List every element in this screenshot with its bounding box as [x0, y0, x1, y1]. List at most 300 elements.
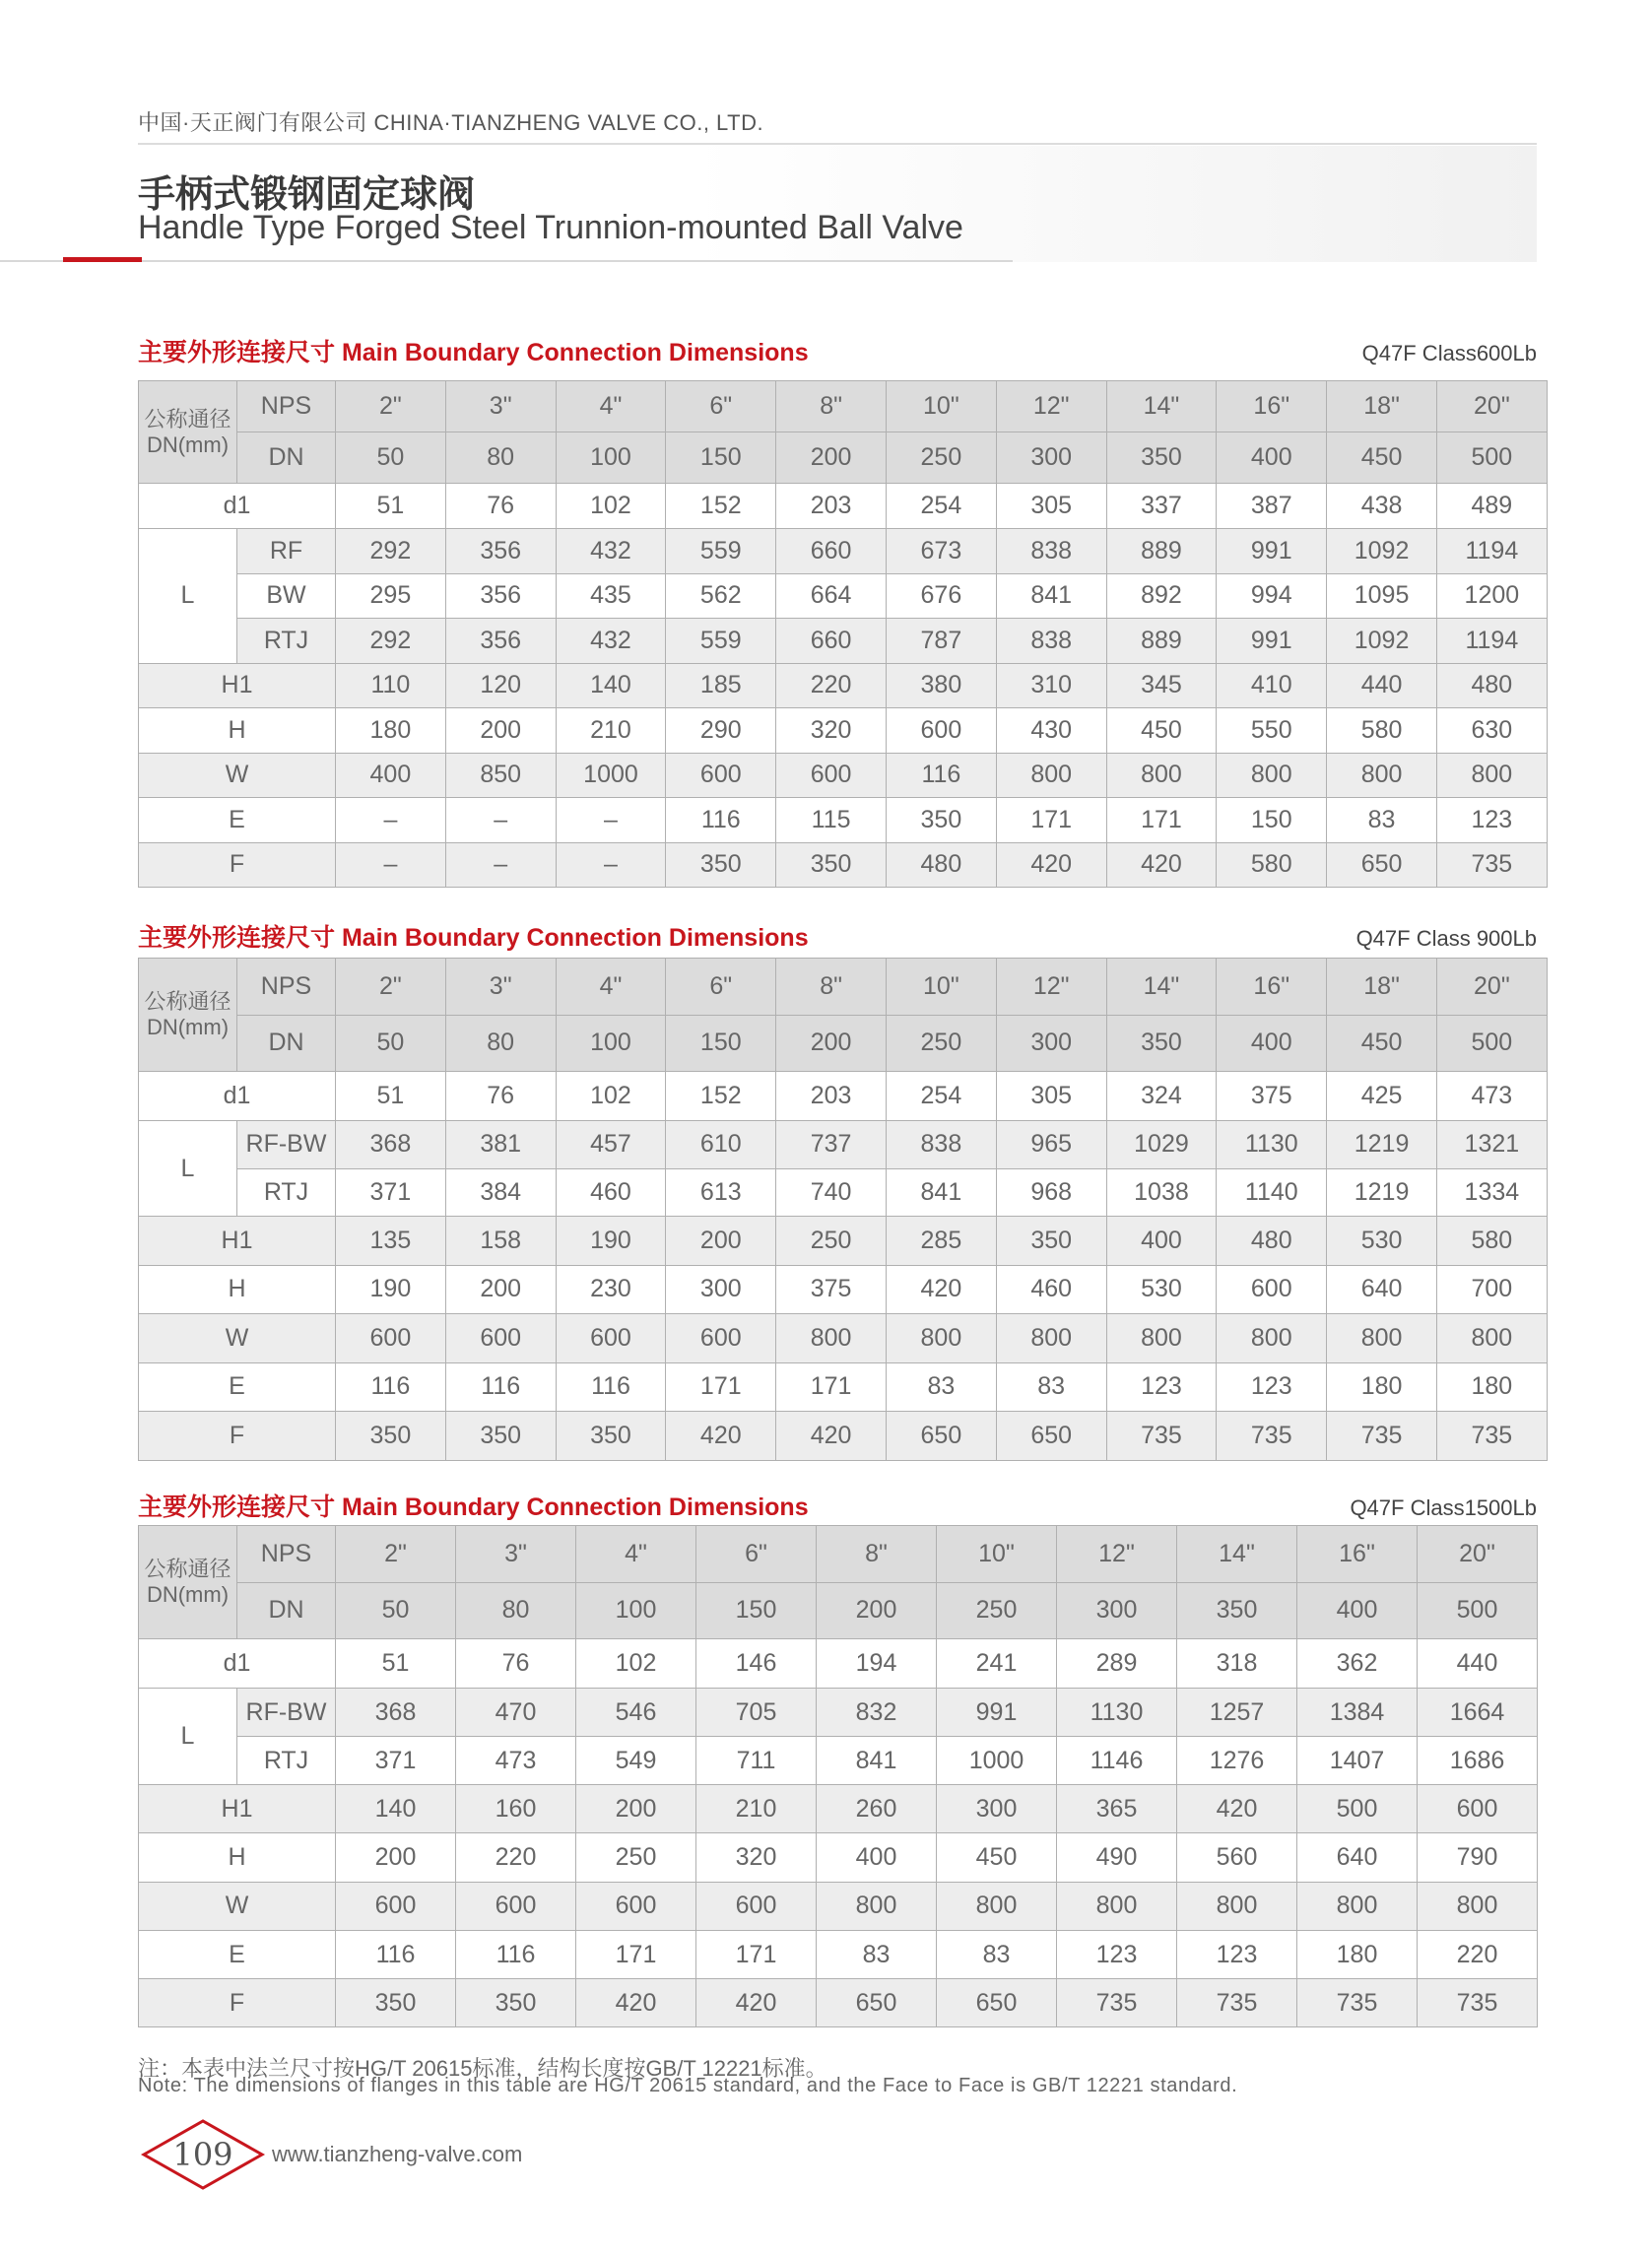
table-cell: 440 [1418, 1639, 1538, 1689]
table-cell: 12" [1057, 1526, 1177, 1583]
table-cell: 350 [666, 842, 776, 888]
table-cell: 320 [696, 1833, 817, 1882]
table-row [139, 529, 1548, 574]
dimensions-table [138, 1525, 1538, 2027]
table-cell: 300 [996, 432, 1106, 484]
table-cell: 1334 [1436, 1168, 1547, 1217]
table-cell: 80 [445, 432, 556, 484]
table-cell: 158 [445, 1217, 556, 1266]
table-cell: 1038 [1106, 1168, 1217, 1217]
table-cell: 250 [776, 1217, 887, 1266]
table-cell: 350 [776, 842, 887, 888]
table-cell: 650 [817, 1979, 937, 2027]
table-cell: 660 [776, 619, 887, 664]
table-row [139, 381, 1548, 432]
table-cell: 150 [1217, 798, 1327, 843]
table-cell: 305 [996, 1072, 1106, 1121]
table-cell: 3" [445, 381, 556, 432]
table-cell: 1194 [1436, 619, 1547, 664]
table-cell: 500 [1418, 1582, 1538, 1639]
table-cell: 310 [996, 663, 1106, 708]
table-cell: 51 [336, 1072, 446, 1121]
table-cell: 889 [1106, 619, 1217, 664]
table-cell: 200 [817, 1582, 937, 1639]
table-cell: 116 [456, 1930, 576, 1978]
row-label: H [139, 708, 336, 754]
table-cell: 800 [886, 1314, 996, 1363]
table-cell: 83 [817, 1930, 937, 1978]
table-cell: 381 [445, 1121, 556, 1169]
table-cell: 152 [666, 484, 776, 529]
table-cell: 116 [886, 753, 996, 798]
table-cell: 1321 [1436, 1121, 1547, 1169]
section-title: 主要外形连接尺寸 Main Boundary Connection Dimensions [138, 339, 809, 366]
table-cell: 1219 [1327, 1168, 1437, 1217]
table-cell: 171 [1106, 798, 1217, 843]
row-label: d1 [139, 1072, 336, 1121]
table-cell: 10" [886, 959, 996, 1016]
table-row [139, 708, 1548, 754]
table-cell: 292 [336, 619, 446, 664]
table-cell: 1146 [1057, 1737, 1177, 1785]
table-cell: 200 [776, 432, 887, 484]
table-cell: 300 [1057, 1582, 1177, 1639]
table-cell: – [556, 798, 666, 843]
table-cell: 650 [996, 1412, 1106, 1461]
table-cell: 600 [1418, 1785, 1538, 1833]
table-cell: 6" [696, 1526, 817, 1583]
table-cell: 200 [776, 1015, 887, 1072]
table-cell: 365 [1057, 1785, 1177, 1833]
table-row [139, 798, 1548, 843]
table-cell: 50 [336, 1582, 456, 1639]
table-cell: – [445, 842, 556, 888]
table-cell: 700 [1436, 1265, 1547, 1314]
table-cell: 480 [1217, 1217, 1327, 1266]
table-cell: 180 [1297, 1930, 1418, 1978]
table-cell: 318 [1177, 1639, 1297, 1689]
table-row [139, 484, 1548, 529]
table-row [139, 1265, 1548, 1314]
table-cell: 200 [445, 708, 556, 754]
table-cell: 102 [556, 484, 666, 529]
table-cell: 549 [576, 1737, 696, 1785]
table-cell: 460 [996, 1265, 1106, 1314]
table-cell: 200 [336, 1833, 456, 1882]
table-cell: 320 [776, 708, 887, 754]
row-label: L [139, 1689, 237, 1785]
row-label: W [139, 1882, 336, 1930]
table-cell: 560 [1177, 1833, 1297, 1882]
table-cell: 650 [886, 1412, 996, 1461]
row-label: DN [237, 1015, 336, 1072]
table-cell: 613 [666, 1168, 776, 1217]
table-cell: 116 [556, 1362, 666, 1412]
table-cell: 650 [937, 1979, 1057, 2027]
table-cell: 100 [556, 432, 666, 484]
red-accent-bar [63, 257, 142, 262]
table-cell: 450 [1327, 432, 1437, 484]
row-label: DN [237, 1582, 336, 1639]
table-cell: 1407 [1297, 1737, 1418, 1785]
table-cell: 1257 [1177, 1689, 1297, 1737]
table-cell: 735 [1057, 1979, 1177, 2027]
table-cell: 180 [1327, 1362, 1437, 1412]
table-cell: 350 [1106, 432, 1217, 484]
row-label: L [139, 529, 237, 664]
table-cell: 968 [996, 1168, 1106, 1217]
table-cell: 51 [336, 484, 446, 529]
table-row [139, 1362, 1548, 1412]
table-cell: 190 [336, 1265, 446, 1314]
row-label: NPS [237, 959, 336, 1016]
table-cell: – [556, 842, 666, 888]
table-cell: 735 [1177, 1979, 1297, 2027]
table-cell: 546 [576, 1689, 696, 1737]
table-cell: 500 [1297, 1785, 1418, 1833]
table-cell: 994 [1217, 573, 1327, 619]
table-cell: 838 [996, 619, 1106, 664]
table-cell: 735 [1106, 1412, 1217, 1461]
table-cell: 800 [1327, 1314, 1437, 1363]
table-cell: 80 [445, 1015, 556, 1072]
company-name: 中国·天正阀门有限公司 CHINA·TIANZHENG VALVE CO., LTD. [138, 110, 764, 135]
table-cell: 76 [445, 1072, 556, 1121]
table-cell: 420 [1106, 842, 1217, 888]
table-row [139, 842, 1548, 888]
table-cell: 420 [666, 1412, 776, 1461]
table-cell: 210 [696, 1785, 817, 1833]
table-row [139, 1217, 1548, 1266]
table-cell: 6" [666, 959, 776, 1016]
row-sublabel: RF-BW [237, 1689, 336, 1737]
row-label: E [139, 1930, 336, 1978]
table-row [139, 1015, 1548, 1072]
table-cell: 673 [886, 529, 996, 574]
table-cell: 14" [1106, 381, 1217, 432]
table-cell: 735 [1327, 1412, 1437, 1461]
table-cell: 2" [336, 381, 446, 432]
table-cell: 83 [1327, 798, 1437, 843]
table-cell: 800 [1057, 1882, 1177, 1930]
table-cell: 735 [1297, 1979, 1418, 2027]
table-cell: 14" [1177, 1526, 1297, 1583]
page-title-cn: 手柄式锻钢固定球阀 [138, 172, 476, 216]
table-cell: 1095 [1327, 573, 1437, 619]
table-row [139, 1737, 1538, 1785]
table-cell: 790 [1418, 1833, 1538, 1882]
model-class-label: Q47F Class 900Lb [1355, 926, 1537, 951]
table-cell: 991 [1217, 529, 1327, 574]
table-cell: – [336, 842, 446, 888]
table-cell: 400 [1106, 1217, 1217, 1266]
table-cell: 350 [336, 1979, 456, 2027]
table-cell: 160 [456, 1785, 576, 1833]
table-cell: 18" [1327, 959, 1437, 1016]
table-cell: 800 [996, 753, 1106, 798]
table-cell: 600 [666, 1314, 776, 1363]
table-cell: 150 [666, 432, 776, 484]
table-cell: 457 [556, 1121, 666, 1169]
table-cell: 562 [666, 573, 776, 619]
row-label: H [139, 1265, 336, 1314]
row-sublabel: RTJ [237, 1737, 336, 1785]
table-cell: 432 [556, 529, 666, 574]
row-sublabel: RTJ [237, 619, 336, 664]
table-cell: 630 [1436, 708, 1547, 754]
table-row [139, 959, 1548, 1016]
table-cell: 3" [445, 959, 556, 1016]
table-row [139, 1833, 1538, 1882]
row-label: H1 [139, 1217, 336, 1266]
table-cell: 14" [1106, 959, 1217, 1016]
table-cell: 410 [1217, 663, 1327, 708]
table-cell: 241 [937, 1639, 1057, 1689]
table-cell: 1200 [1436, 573, 1547, 619]
table-cell: 16" [1297, 1526, 1418, 1583]
table-cell: 676 [886, 573, 996, 619]
table-cell: 735 [1418, 1979, 1538, 2027]
table-cell: 450 [937, 1833, 1057, 1882]
table-cell: 250 [576, 1833, 696, 1882]
table-cell: 432 [556, 619, 666, 664]
table-cell: 787 [886, 619, 996, 664]
table-cell: 380 [886, 663, 996, 708]
table-cell: 102 [556, 1072, 666, 1121]
row-label: d1 [139, 484, 336, 529]
table-cell: 489 [1436, 484, 1547, 529]
table-cell: 800 [817, 1882, 937, 1930]
table-cell: 473 [456, 1737, 576, 1785]
table-cell: 300 [996, 1015, 1106, 1072]
table-cell: 559 [666, 619, 776, 664]
website-link[interactable]: www.tianzheng-valve.com [272, 2142, 523, 2166]
table-cell: 600 [456, 1882, 576, 1930]
table-cell: 18" [1327, 381, 1437, 432]
table-cell: 116 [666, 798, 776, 843]
table-row [139, 1314, 1548, 1363]
table-cell: 420 [576, 1979, 696, 2027]
table-cell: 1194 [1436, 529, 1547, 574]
table-cell: 12" [996, 381, 1106, 432]
table-cell: 705 [696, 1689, 817, 1737]
table-cell: 711 [696, 1737, 817, 1785]
table-cell: 1664 [1418, 1689, 1538, 1737]
table-cell: 1000 [556, 753, 666, 798]
table-cell: 250 [886, 1015, 996, 1072]
table-cell: 260 [817, 1785, 937, 1833]
table-cell: 180 [1436, 1362, 1547, 1412]
table-cell: – [445, 798, 556, 843]
row-label: H1 [139, 1785, 336, 1833]
table-cell: 800 [1177, 1882, 1297, 1930]
table-cell: 200 [666, 1217, 776, 1266]
table-cell: 1219 [1327, 1121, 1437, 1169]
table-cell: 4" [556, 959, 666, 1016]
table-cell: 420 [996, 842, 1106, 888]
table-cell: 16" [1217, 959, 1327, 1016]
table-cell: 889 [1106, 529, 1217, 574]
table-cell: 438 [1327, 484, 1437, 529]
table-cell: 83 [886, 1362, 996, 1412]
table-cell: 20" [1418, 1526, 1538, 1583]
row-label: W [139, 753, 336, 798]
table-cell: 171 [666, 1362, 776, 1412]
table-row [139, 1639, 1538, 1689]
table-row [139, 753, 1548, 798]
table-cell: 384 [445, 1168, 556, 1217]
table-cell: 76 [456, 1639, 576, 1689]
table-cell: 400 [1217, 432, 1327, 484]
row-label: NPS [237, 1526, 336, 1583]
table-cell: 350 [336, 1412, 446, 1461]
table-cell: 110 [336, 663, 446, 708]
table-cell: 285 [886, 1217, 996, 1266]
table-cell: 80 [456, 1582, 576, 1639]
table-cell: 4" [556, 381, 666, 432]
table-cell: 116 [336, 1362, 446, 1412]
table-cell: 200 [576, 1785, 696, 1833]
table-cell: 350 [556, 1412, 666, 1461]
table-cell: 20" [1436, 959, 1547, 1016]
table-cell: 1276 [1177, 1737, 1297, 1785]
table-cell: 356 [445, 573, 556, 619]
table-cell: 337 [1106, 484, 1217, 529]
table-cell: 1130 [1057, 1689, 1177, 1737]
table-cell: 76 [445, 484, 556, 529]
row-label: F [139, 1412, 336, 1461]
row-label: F [139, 842, 336, 888]
table-cell: 8" [776, 381, 887, 432]
table-cell: 194 [817, 1639, 937, 1689]
table-row [139, 1979, 1538, 2027]
table-cell: 289 [1057, 1639, 1177, 1689]
table-cell: 51 [336, 1639, 456, 1689]
table-cell: 200 [445, 1265, 556, 1314]
dn-header-label: 公称通径DN(mm) [139, 959, 237, 1072]
row-label: NPS [237, 381, 336, 432]
table-cell: 550 [1217, 708, 1327, 754]
table-cell: 580 [1327, 708, 1437, 754]
table-cell: 345 [1106, 663, 1217, 708]
table-cell: 171 [996, 798, 1106, 843]
table-cell: 220 [1418, 1930, 1538, 1978]
table-cell: 123 [1217, 1362, 1327, 1412]
table-cell: 10" [886, 381, 996, 432]
table-cell: 610 [666, 1121, 776, 1169]
table-cell: 102 [576, 1639, 696, 1689]
table-cell: 116 [445, 1362, 556, 1412]
table-cell: 735 [1217, 1412, 1327, 1461]
table-cell: 83 [937, 1930, 1057, 1978]
table-cell: 841 [996, 573, 1106, 619]
table-cell: 600 [776, 753, 887, 798]
table-cell: 430 [996, 708, 1106, 754]
table-cell: 146 [696, 1639, 817, 1689]
table-cell: 800 [937, 1882, 1057, 1930]
table-cell: 1092 [1327, 619, 1437, 664]
table-row [139, 573, 1548, 619]
table-cell: 2" [336, 959, 446, 1016]
table-row [139, 1785, 1538, 1833]
table-row [139, 1882, 1538, 1930]
table-cell: 470 [456, 1689, 576, 1737]
table-row [139, 1412, 1548, 1461]
table-cell: 4" [576, 1526, 696, 1583]
table-cell: 20" [1436, 381, 1547, 432]
table-cell: 440 [1327, 663, 1437, 708]
table-cell: 292 [336, 529, 446, 574]
table-row [139, 1072, 1548, 1121]
table-cell: 460 [556, 1168, 666, 1217]
section-title: 主要外形连接尺寸 Main Boundary Connection Dimensions [138, 1494, 809, 1521]
table-cell: 83 [996, 1362, 1106, 1412]
footnote-cn: 注：本表中法兰尺寸按HG/T 20615标准，结构长度按GB/T 12221标准。 [138, 2056, 827, 2081]
table-cell: 180 [336, 708, 446, 754]
table-cell: 841 [817, 1737, 937, 1785]
row-label: H1 [139, 663, 336, 708]
table-cell: 8" [817, 1526, 937, 1583]
page-title-en: Handle Type Forged Steel Trunnion-mounted Ball Valve [138, 209, 963, 246]
table-cell: 400 [1297, 1582, 1418, 1639]
table-cell: 16" [1217, 381, 1327, 432]
table-cell: 1130 [1217, 1121, 1327, 1169]
table-cell: 350 [996, 1217, 1106, 1266]
table-cell: 150 [696, 1582, 817, 1639]
footnote-en: Note: The dimensions of flanges in this table are HG/T 20615 standard, and the Face to Face is GB/T 12221 standard. [138, 2075, 1238, 2096]
table-cell: 420 [886, 1265, 996, 1314]
table-cell: 892 [1106, 573, 1217, 619]
table-cell: 350 [456, 1979, 576, 2027]
table-cell: 220 [456, 1833, 576, 1882]
table-cell: 6" [666, 381, 776, 432]
table-cell: 300 [937, 1785, 1057, 1833]
table-cell: – [336, 798, 446, 843]
table-cell: 140 [336, 1785, 456, 1833]
row-label: E [139, 1362, 336, 1412]
table-cell: 400 [817, 1833, 937, 1882]
table-cell: 600 [445, 1314, 556, 1363]
table-row [139, 1121, 1548, 1169]
table-cell: 800 [1418, 1882, 1538, 1930]
table-cell: 530 [1327, 1217, 1437, 1266]
table-row [139, 432, 1548, 484]
table-cell: 435 [556, 573, 666, 619]
table-cell: 350 [886, 798, 996, 843]
table-cell: 368 [336, 1689, 456, 1737]
table-cell: 250 [937, 1582, 1057, 1639]
table-cell: 480 [886, 842, 996, 888]
section-title: 主要外形连接尺寸 Main Boundary Connection Dimensions [138, 924, 809, 952]
table-cell: 375 [1217, 1072, 1327, 1121]
table-cell: 120 [445, 663, 556, 708]
table-cell: 123 [1177, 1930, 1297, 1978]
row-label: L [139, 1121, 237, 1217]
table-cell: 387 [1217, 484, 1327, 529]
table-cell: 324 [1106, 1072, 1217, 1121]
table-cell: 400 [336, 753, 446, 798]
table-cell: 1384 [1297, 1689, 1418, 1737]
table-cell: 123 [1106, 1362, 1217, 1412]
table-cell: 500 [1436, 1015, 1547, 1072]
table-cell: 664 [776, 573, 887, 619]
table-cell: 8" [776, 959, 887, 1016]
table-cell: 115 [776, 798, 887, 843]
table-cell: 290 [666, 708, 776, 754]
table-cell: 375 [776, 1265, 887, 1314]
table-cell: 350 [445, 1412, 556, 1461]
row-label: E [139, 798, 336, 843]
